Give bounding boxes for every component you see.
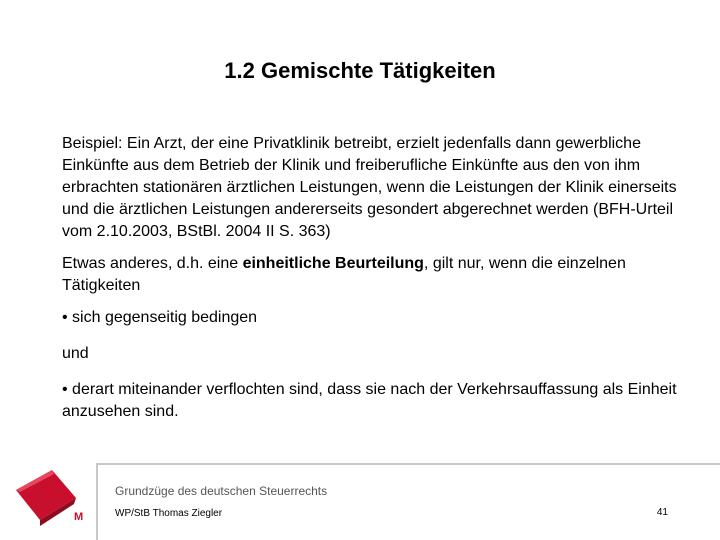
- condition-paragraph: [62, 253, 682, 297]
- university-logo: [10, 462, 90, 532]
- slide-body: [62, 133, 682, 435]
- bullet-item-2: • derart miteinander verflochten sind, dass sie nach der Verkehrsauffassung als Einheit anzusehen sind.: [62, 381, 677, 420]
- condition-emphasis: einheitliche Beurteilung: [242, 255, 424, 272]
- example-paragraph: Beispiel: Ein Arzt, der eine Privatklinik betreibt, erzielt jedenfalls dann gewerbliche Einkünfte aus dem Betrieb der Klinik und freiberufliche Einkünfte aus den von ihm erbrachten stationären ärztlichen Leistungen, wenn die Leistungen der Klinik einerseits und die ärztlichen Leistungen andererseits gesondert abgerechnet werden (BFH-Urteil vom 2.10.2003, BStBl. 2004 II S. 363): [62, 135, 677, 240]
- page-number: 41: [656, 507, 668, 518]
- footer-author: WP/StB Thomas Ziegler: [115, 508, 223, 519]
- connector-text: und: [62, 345, 89, 362]
- footer-course-title: Grundzüge des deutschen Steuerrechts: [115, 484, 328, 498]
- condition-text-end: , gilt nur, wenn die einzelnen Tätigkeiten: [62, 255, 626, 294]
- bullet-item-1: • sich gegenseitig bedingen: [62, 309, 258, 326]
- footer-divider-vertical: [96, 463, 98, 540]
- logo-letter: M: [74, 511, 84, 523]
- condition-text-start: Etwas anderes, d.h. eine: [62, 255, 243, 272]
- slide-title: 1.2 Gemischte Tätigkeiten: [224, 58, 496, 83]
- footer-divider-horizontal: [96, 463, 720, 465]
